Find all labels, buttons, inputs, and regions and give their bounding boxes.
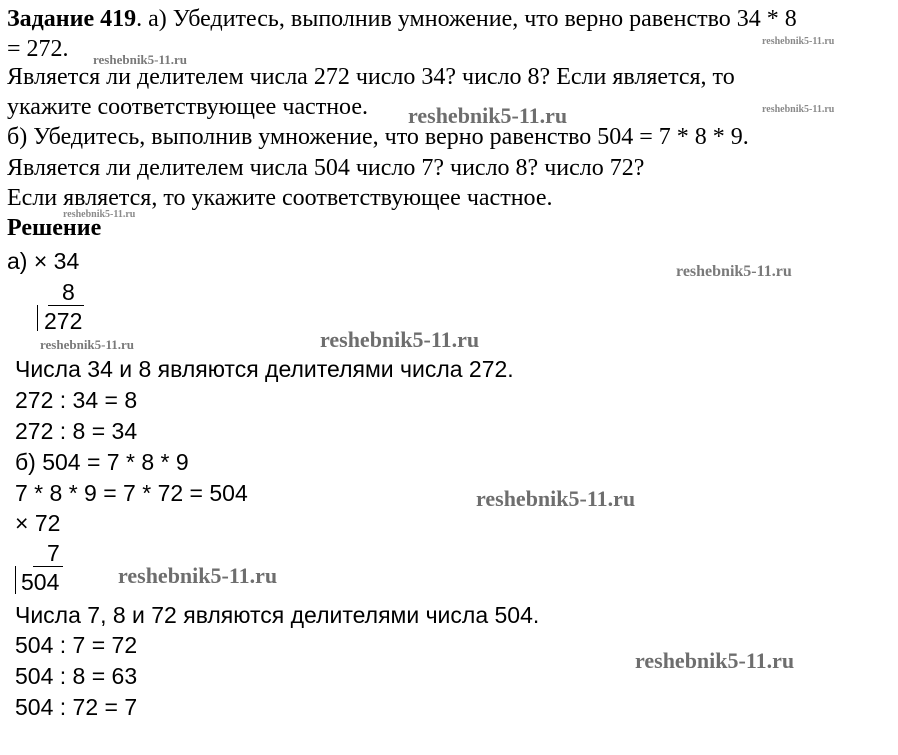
watermark: reshebnik5-11.ru bbox=[408, 103, 568, 128]
watermark: reshebnik5-11.ru bbox=[635, 648, 795, 673]
b-division-1: 504 : 7 = 72 bbox=[15, 632, 138, 658]
a-division-1: 272 : 34 = 8 bbox=[15, 387, 138, 413]
task-line-1 bbox=[7, 4, 797, 34]
b-result: 504 bbox=[21, 569, 60, 595]
a-multiplication-bracket bbox=[37, 305, 38, 331]
b-multiplication-label: × 72 bbox=[15, 510, 61, 536]
a-multiplication-rule bbox=[48, 305, 84, 306]
a-conclusion: Числа 34 и 8 являются делителями числа 272. bbox=[15, 356, 514, 382]
solution-heading: Решение bbox=[7, 215, 102, 241]
watermark: reshebnik5-11.ru bbox=[40, 337, 135, 352]
task-line-5: б) Убедитесь, выполнив умножение, что верно равенство 504 = 7 * 8 * 9. bbox=[7, 124, 749, 150]
watermark: reshebnik5-11.ru bbox=[762, 36, 835, 47]
task-line-6: Является ли делителем числа 504 число 7? число 8? число 72? bbox=[7, 155, 645, 181]
task-title: Задание 419 bbox=[7, 6, 137, 32]
b-multiplication-bracket bbox=[15, 566, 16, 594]
b-factor: 7 bbox=[47, 540, 60, 566]
watermark: reshebnik5-11.ru bbox=[676, 263, 792, 280]
task-line-7: Если является, то укажите соответствующее частное. bbox=[7, 185, 553, 211]
b-multiplication-rule bbox=[33, 566, 63, 567]
task-line-3: Является ли делителем числа 272 число 34? число 8? Если является, то bbox=[7, 64, 735, 90]
task-text-1: . а) Убедитесь, выполнив умножение, что верно равенство 34 * 8 bbox=[136, 6, 797, 32]
b-conclusion: Числа 7, 8 и 72 являются делителями числа 504. bbox=[15, 602, 540, 628]
a-factor: 8 bbox=[62, 279, 75, 305]
a-result: 272 bbox=[44, 308, 83, 334]
b-division-2: 504 : 8 = 63 bbox=[15, 663, 138, 689]
b-expression: 7 * 8 * 9 = 7 * 72 = 504 bbox=[15, 480, 248, 506]
watermark: reshebnik5-11.ru bbox=[63, 209, 136, 220]
a-division-2: 272 : 8 = 34 bbox=[15, 418, 138, 444]
a-multiplication-label: а) × 34 bbox=[7, 248, 80, 274]
b-equation: б) 504 = 7 * 8 * 9 bbox=[15, 449, 189, 475]
watermark: reshebnik5-11.ru bbox=[320, 327, 480, 352]
watermark: reshebnik5-11.ru bbox=[476, 486, 636, 511]
watermark: reshebnik5-11.ru bbox=[762, 104, 835, 115]
watermark: reshebnik5-11.ru bbox=[118, 563, 278, 588]
watermark: reshebnik5-11.ru bbox=[93, 52, 188, 67]
task-line-2: = 272. bbox=[7, 36, 69, 62]
task-line-4: укажите соответствующее частное. bbox=[7, 94, 368, 120]
b-division-3: 504 : 72 = 7 bbox=[15, 694, 138, 720]
